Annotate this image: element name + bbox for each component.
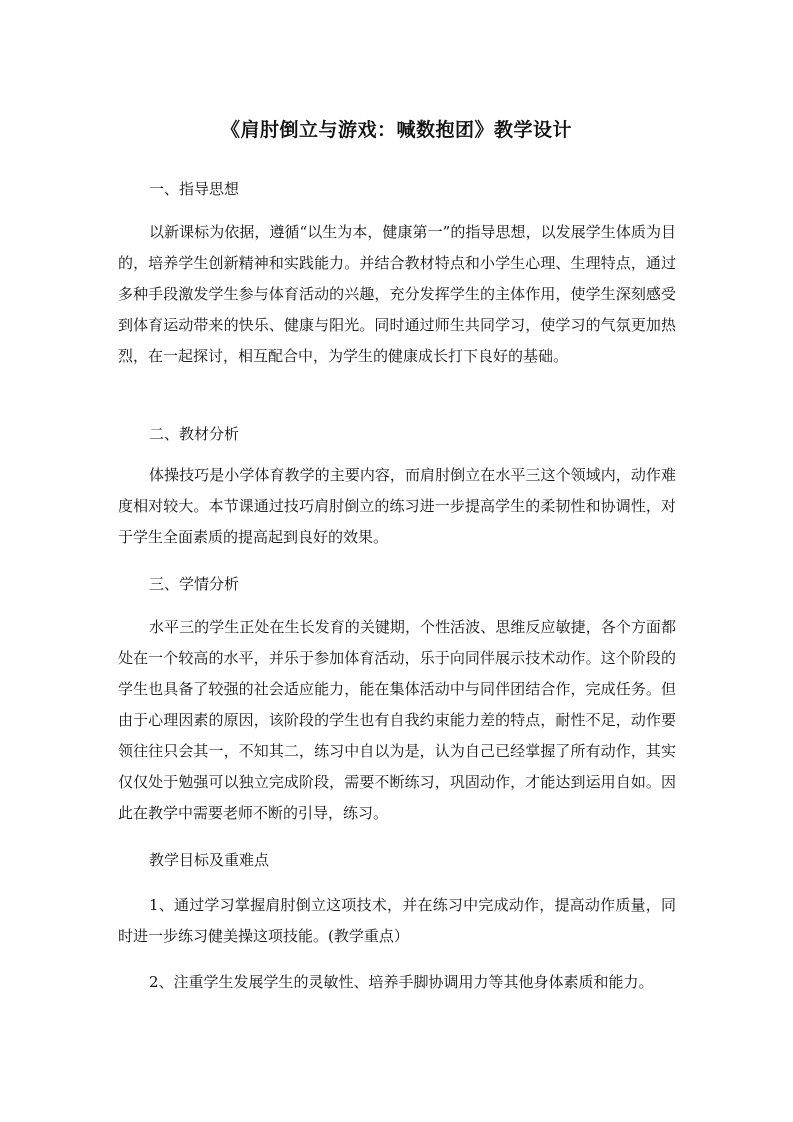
section-heading-material-analysis: 二、教材分析 bbox=[149, 425, 240, 443]
paragraph-material-analysis: 体操技巧是小学体育教学的主要内容，而肩肘倒立在水平三这个领域内，动作难度相对较大。本节课通过技巧肩肘倒立的练习进一步提高学生的柔韧性和协调性，对于学生全面素质的提高起到良好的效果。 bbox=[118, 466, 676, 546]
paragraph-teaching-goal-2: 2、注重学生发展学生的灵敏性、培养手脚协调用力等其他身体素质和能力。 bbox=[149, 973, 654, 991]
section-heading-guiding-thought: 一、指导思想 bbox=[149, 180, 240, 198]
paragraph-student-analysis: 水平三的学生正处在生长发育的关键期，个性活波、思维反应敏捷，各个方面都处在一个较高的水平，并乐于参加体育活动，乐于向同伴展示技术动作。这个阶段的学生也具备了较强的社会适应能力，能在集体活动中与同伴团结合作，完成任务。但由于心理因素的原因，该阶段的学生也有自我约束能力差的特点，耐性不足，动作要领往往只会其一，不知其二，练习中自以为是，认为自己已经掌握了所有动作，其实仅仅处于勉强可以独立完成阶段，需要不断练习，巩固动作，才能达到运用自如。因此在教学中需要老师不断的引导，练习。 bbox=[118, 618, 676, 822]
section-heading-teaching-goals: 教学目标及重难点 bbox=[149, 851, 270, 869]
document-title: 《肩肘倒立与游戏：喊数抱团》教学设计 bbox=[220, 119, 572, 141]
section-heading-student-analysis: 三、学情分析 bbox=[149, 575, 240, 593]
paragraph-teaching-goal-1: 1、通过学习掌握肩肘倒立这项技术，并在练习中完成动作，提高动作质量，同时进一步练习健美操这项技能。(教学重点） bbox=[118, 896, 676, 945]
paragraph-guiding-thought: 以新课标为依据，遵循“以生为本，健康第一”的指导思想，以发展学生体质为目的，培养学生创新精神和实践能力。并结合教材特点和小学生心理、生理特点，通过多种手段激发学生参与体育活动的兴趣，充分发挥学生的主体作用，使学生深刻感受到体育运动带来的快乐、健康与阳光。同时通过师生共同学习，使学习的气氛更加热烈，在一起探讨，相互配合中，为学生的健康成长打下良好的基础。 bbox=[118, 223, 676, 365]
